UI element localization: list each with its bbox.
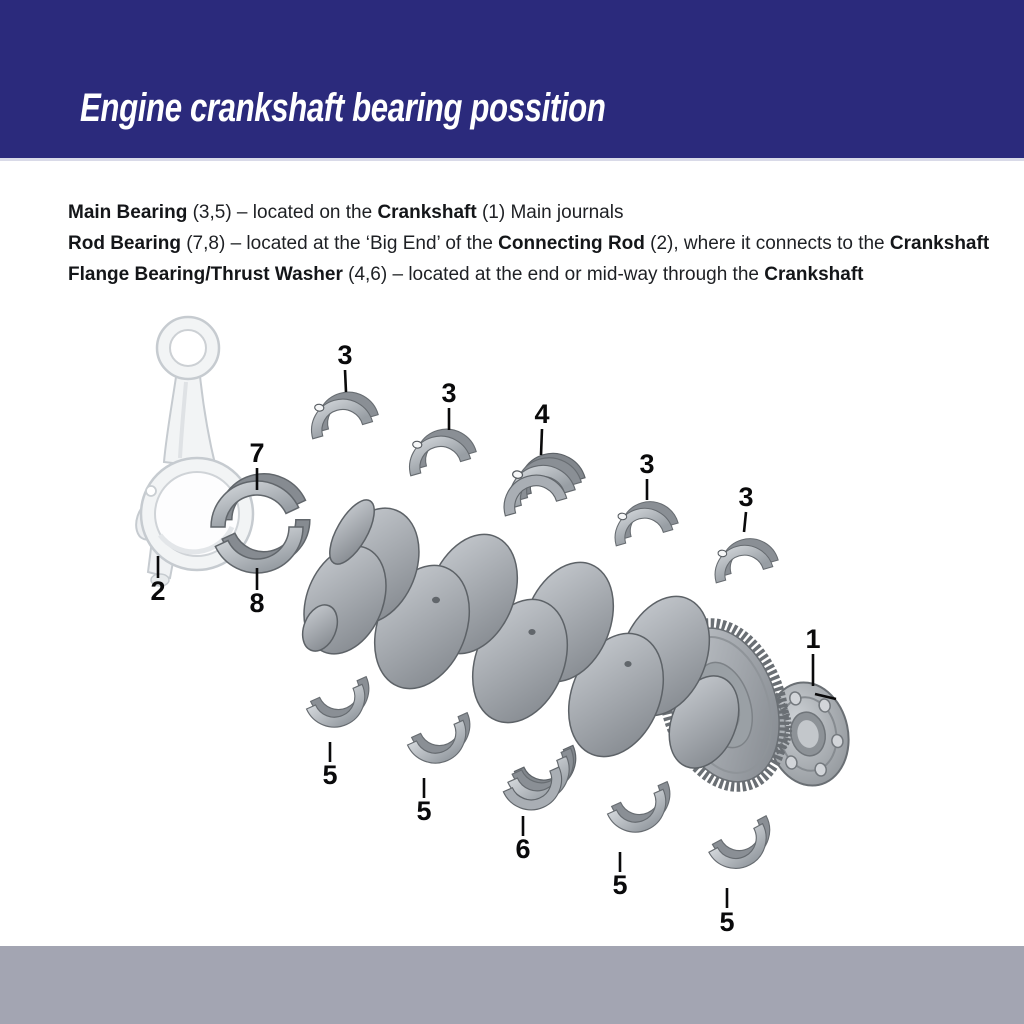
crankshaft-counterweights: [289, 493, 752, 778]
callout-label-3a: 3: [337, 340, 353, 370]
term-crankshaft-2: Crankshaft: [889, 233, 990, 254]
main-bearing-shell-upper-1: [303, 385, 380, 439]
term-crankshaft: Crankshaft: [377, 202, 477, 223]
flange-bearing-shell-lower: [498, 745, 591, 819]
term-main-bearing: Main Bearing: [68, 202, 188, 223]
term-crankshaft-3: Crankshaft: [764, 264, 864, 285]
callout-label-5a: 5: [322, 760, 338, 790]
callout-label-3b: 3: [441, 378, 457, 408]
main-bearing-shell-lower-2: [405, 713, 481, 773]
main-bearing-shell-upper-4: [707, 532, 780, 583]
term-rod-bearing: Rod Bearing: [68, 233, 181, 254]
flange-bearing-shell-upper: [492, 445, 589, 515]
callout-label-2: 2: [150, 576, 166, 606]
term-connecting-rod: Connecting Rod: [498, 233, 645, 254]
callout-label-6: 6: [515, 834, 531, 864]
callout-label-1: 1: [805, 624, 821, 654]
callout-label-8: 8: [249, 588, 265, 618]
term-flange-bearing: Flange Bearing/Thrust Washer: [68, 264, 343, 285]
main-bearing-shell-lower-3: [605, 782, 681, 842]
callout-label-5d: 5: [719, 907, 735, 937]
page-title: Engine crankshaft bearing possition: [80, 86, 606, 130]
callout-label-3c: 3: [639, 449, 655, 479]
connecting-rod-shank: [164, 376, 216, 468]
main-bearing-shell-lower-4: [706, 816, 782, 879]
callout-label-7: 7: [249, 438, 265, 468]
callout-label-5c: 5: [612, 870, 628, 900]
main-bearing-shell-upper-3: [607, 495, 680, 546]
description-line-flange-bearing: Flange Bearing/Thrust Washer (4,6) – located at the end or mid-way through the Crankshaft: [68, 264, 864, 285]
main-bearing-shell-lower-1: [304, 677, 380, 737]
callout-label-3d: 3: [738, 482, 754, 512]
callout-label-4: 4: [534, 399, 550, 429]
callout-label-5b: 5: [416, 796, 432, 826]
footer-bar: [0, 946, 1024, 1024]
description-line-rod-bearing: Rod Bearing (7,8) – located at the ‘Big End’ of the Connecting Rod (2), where it connects to the Crankshaft: [68, 233, 990, 254]
description-line-main-bearing: Main Bearing (3,5) – located on the Crankshaft (1) Main journals: [68, 202, 624, 223]
main-bearing-shell-upper-2: [401, 422, 478, 476]
